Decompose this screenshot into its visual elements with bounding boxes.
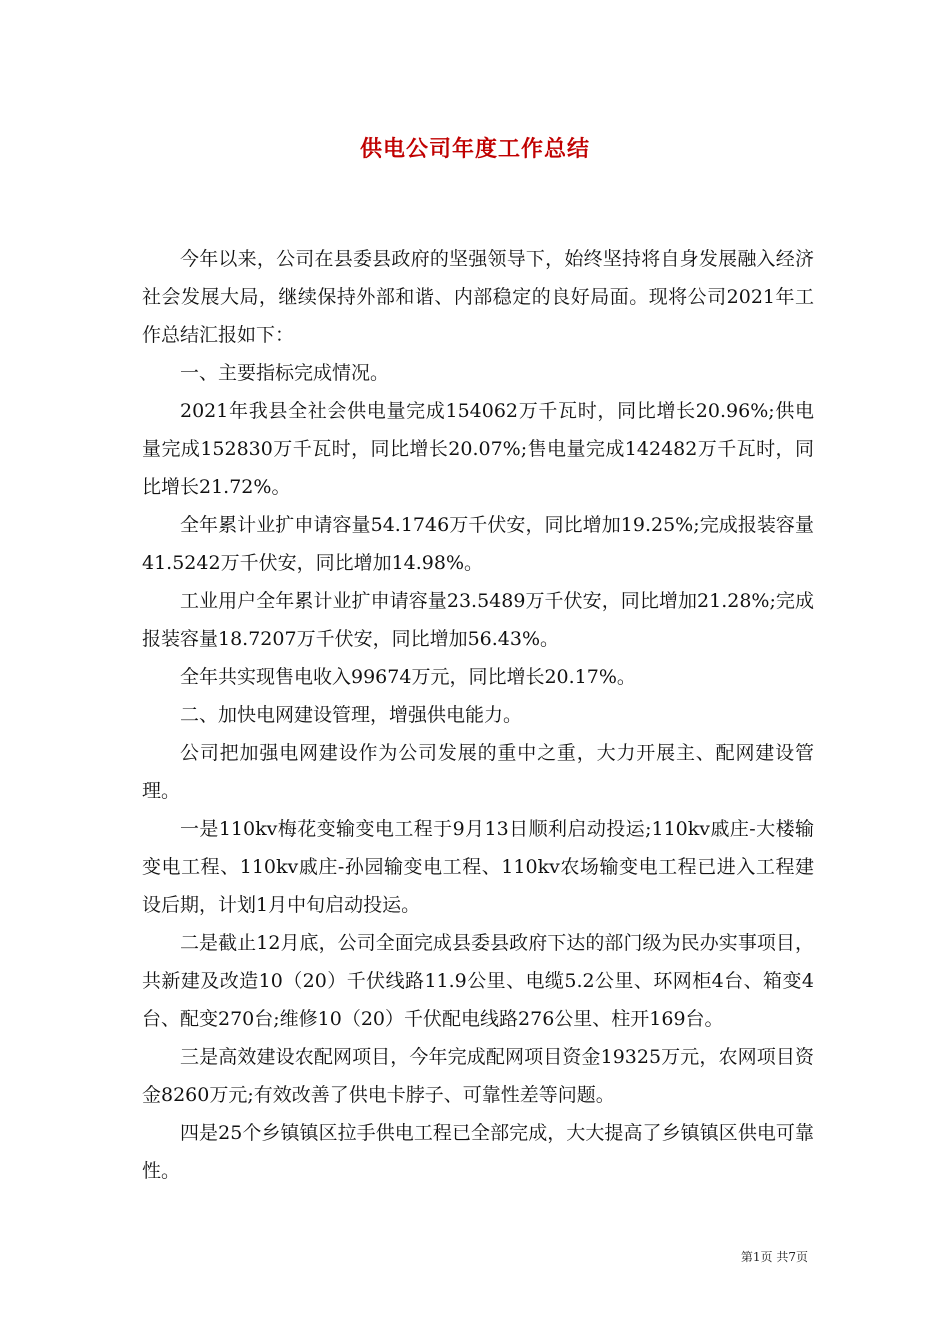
document-title: 供电公司年度工作总结: [359, 136, 590, 162]
paragraph-item-2: 二是截止12月底，公司全面完成县委县政府下达的部门级为民办实事项目，共新建及改造10（20）千伏线路11.9公里、电缆5.2公里、环网柜4台、箱变4台、配变270台;维修10（20）千伏配电线路276公里、柱开169台。: [142, 932, 814, 1030]
page-number: 第1页 共7页: [740, 1250, 808, 1264]
paragraph-item-4: 四是25个乡镇镇区拉手供电工程已全部完成，大大提高了乡镇镇区供电可靠性。: [142, 1122, 814, 1182]
document-body: [142, 240, 814, 1190]
paragraph-revenue: 全年共实现售电收入99674万元，同比增长20.17%。: [180, 666, 636, 688]
paragraph-intro: 今年以来，公司在县委县政府的坚强领导下，始终坚持将自身发展融入经济社会发展大局，继续保持外部和谐、内部稳定的良好局面。现将公司2021年工作总结汇报如下：: [142, 248, 814, 346]
paragraph-item-3: 三是高效建设农配网项目，今年完成配网项目资金19325万元，农网项目资金8260万元;有效改善了供电卡脖子、可靠性差等问题。: [142, 1046, 814, 1106]
paragraph-item-1: 一是110kv梅花变输变电工程于9月13日顺利启动投运;110kv戚庄-大楼输变电工程、110kv戚庄-孙园输变电工程、110kv农场输变电工程已进入工程建设后期，计划1月中旬启动投运。: [142, 818, 814, 916]
paragraph-capacity: 全年累计业扩申请容量54.1746万千伏安，同比增加19.25%;完成报装容量41.5242万千伏安，同比增加14.98%。: [142, 514, 814, 574]
heading-section-1: 一、主要指标完成情况。: [180, 362, 390, 384]
paragraph-grid-construction: 公司把加强电网建设作为公司发展的重中之重，大力开展主、配网建设管理。: [142, 742, 814, 802]
paragraph-power-supply: 2021年我县全社会供电量完成154062万千瓦时，同比增长20.96%;供电量完成152830万千瓦时，同比增长20.07%;售电量完成142482万千瓦时，同比增长21.72%。: [142, 400, 814, 498]
paragraph-industrial-capacity: 工业用户全年累计业扩申请容量23.5489万千伏安，同比增加21.28%;完成报装容量18.7207万千伏安，同比增加56.43%。: [142, 590, 814, 650]
heading-section-2: 二、加快电网建设管理，增强供电能力。: [180, 704, 523, 726]
